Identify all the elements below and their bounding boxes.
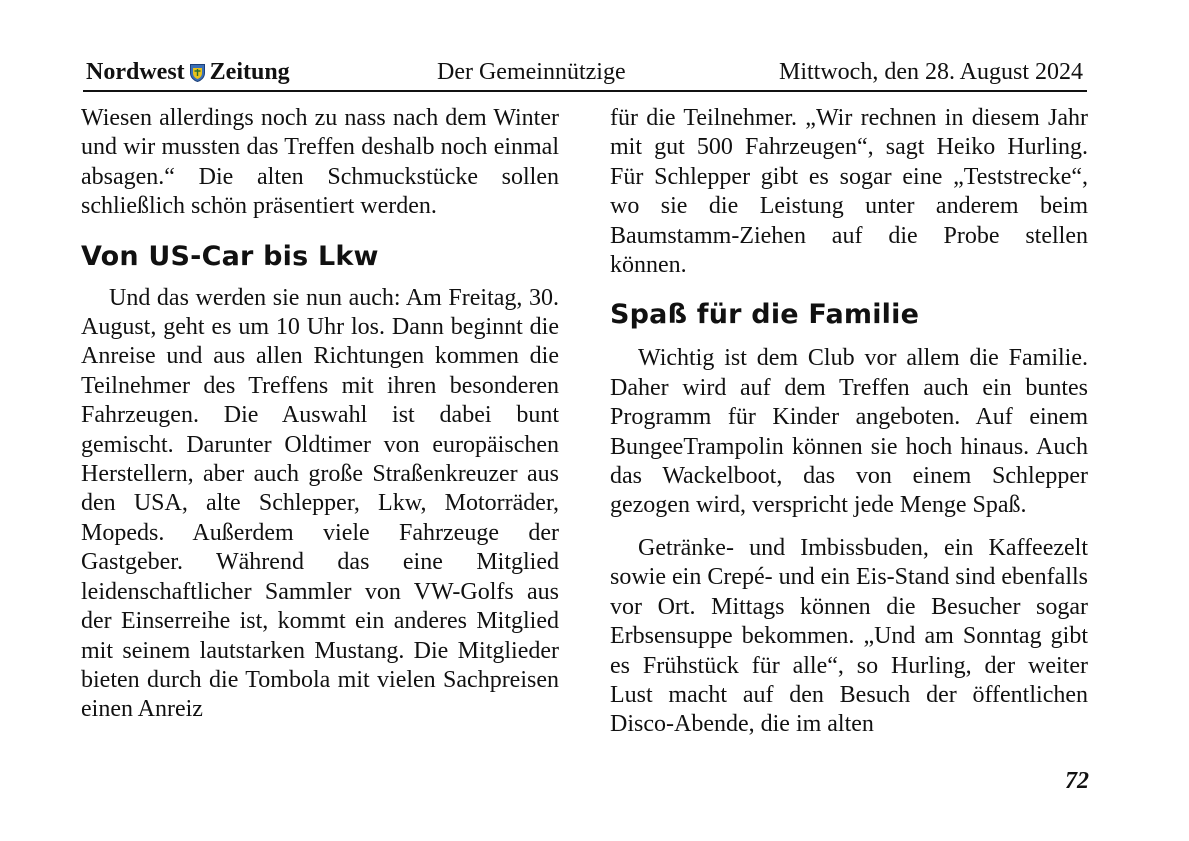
page-header [83,56,1087,92]
crest-icon [190,64,205,82]
section-heading: Von US-Car bis Lkw [81,240,379,272]
right-column [610,104,1088,740]
logo-text-nordwest: Nordwest [86,59,185,85]
issue-date: Mittwoch, den 28. August 2024 [779,59,1083,85]
page-number: 72 [1065,768,1089,794]
paragraph: für die Teilnehmer. „Wir rechnen in diesem Jahr mit gut 500 Fahrzeugen“, sagt Heiko Hurling. Für Schlepper gibt es sogar eine „Teststrecke“, wo sie die Leistung unter anderem beim Baumstamm-Ziehen auf die Probe stellen können. [610,105,1088,279]
newspaper-logo [86,59,290,86]
logo-text-zeitung: Zeitung [209,59,290,85]
paragraph: Wiesen allerdings noch zu nass nach dem Winter und wir mussten das Treffen deshalb noch einmal absagen.“ Die alten Schmuckstücke sollen schließlich schön präsentiert werden. [81,105,559,220]
paragraph: Und das werden sie nun auch: Am Freitag, 30. August, geht es um 10 Uhr los. Dann beginnt die Anreise und aus allen Richtungen kommen die Teilnehmer des Treffens mit ihren besonderen Fahrzeugen. Die Auswahl ist dabei bunt gemischt. Darunter Oldtimer von europäischen Herstellern, aber auch große Straßenkreuzer aus den USA, alte Schlepper, Lkw, Motorräder, Mopeds. Außerdem viele Fahrzeuge der Gastgeber. Während das eine Mitglied leidenschaftlicher Sammler von VW-Golfs aus der Einserreihe ist, kommt ein anderes Mitglied mit seinem lautstarken Mustang. Die Mitglieder bieten durch die Tombola mit vielen Sachpreisen einen Anreiz [81,284,559,723]
left-column [81,104,559,725]
section-heading: Spaß für die Familie [610,299,920,331]
paragraph: Getränke- und Imbissbuden, ein Kaffeezelt sowie ein Crepé- und ein Eis-Stand sind ebenfalls vor Ort. Mittags können die Besucher sogar Erbsensuppe bekommen. „Und am Sonntag gibt es Frühstück für alle“, so Hurling, der weiter Lust macht auf den Besuch der öffentlichen Disco-Abende, die im alten [610,534,1088,738]
paragraph: Wichtig ist dem Club vor allem die Familie. Daher wird auf dem Treffen auch ein buntes Programm für Kinder angeboten. Auf einem BungeeTrampolin können sie hoch hinaus. Auch das Wackelboot, das von einem Schlepper gezogen wird, verspricht jede Menge Spaß. [610,345,1088,519]
section-title: Der Gemeinnützige [437,59,626,85]
